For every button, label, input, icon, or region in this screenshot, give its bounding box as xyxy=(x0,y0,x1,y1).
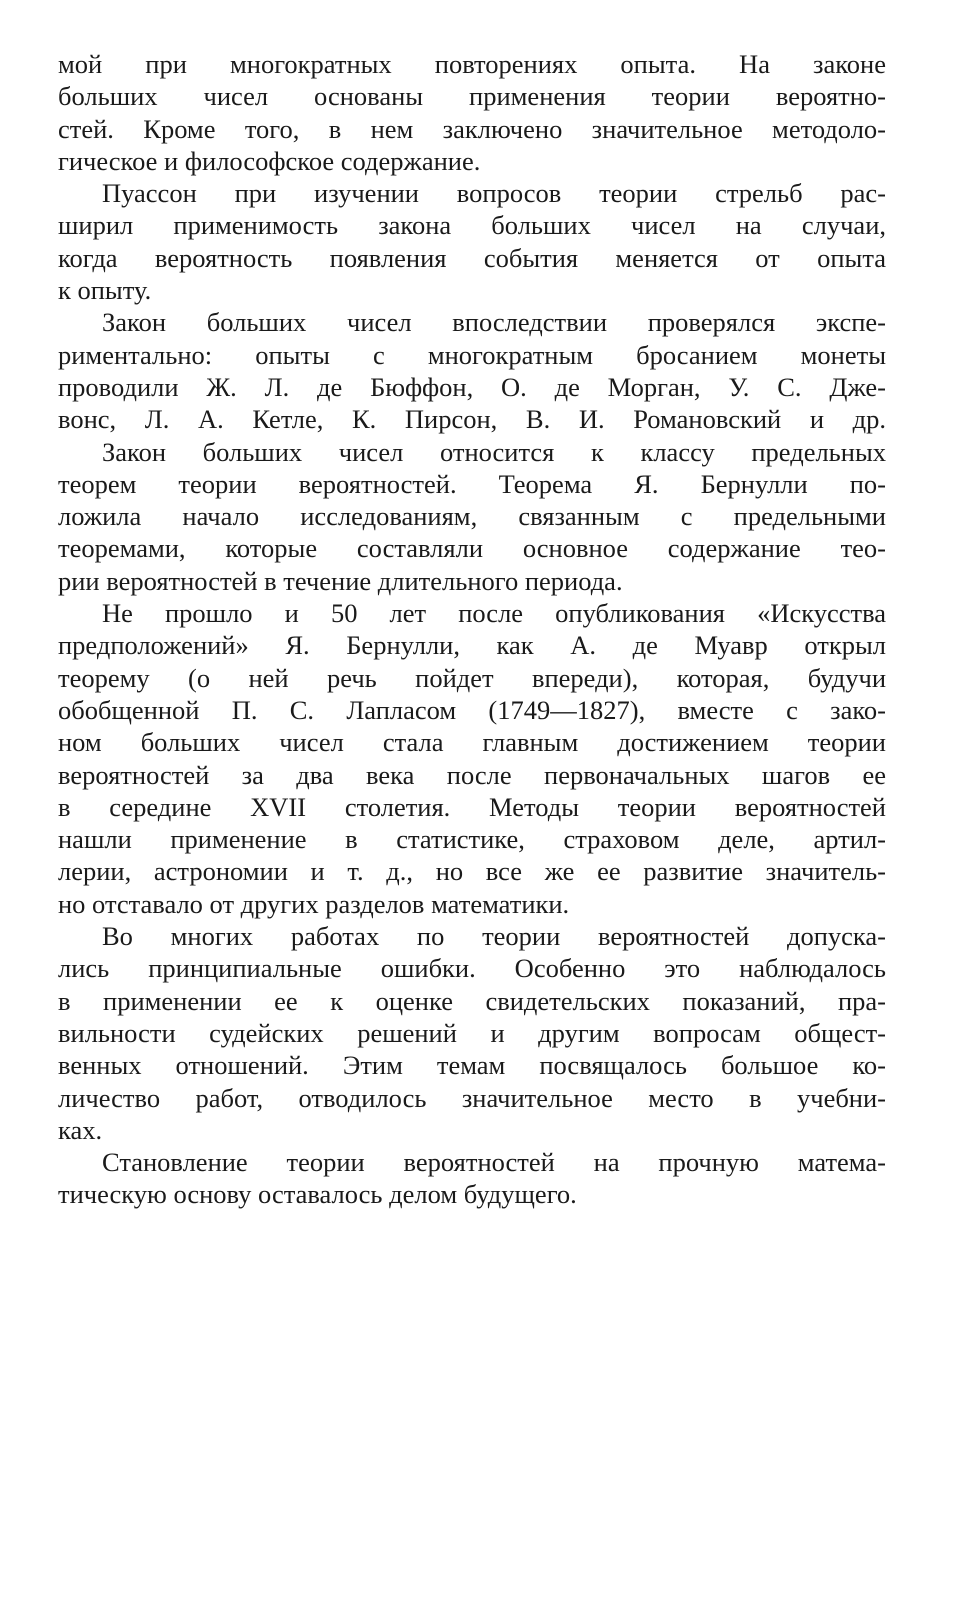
text-line: теорем теории вероятностей. Теорема Я. Бернулли по- xyxy=(58,468,886,499)
text-line: ложила начало исследованиям, связанным с предельными xyxy=(58,501,886,532)
text-line: Во многих работах по теории вероятностей допуска- xyxy=(102,921,886,952)
text-line: стей. Кроме того, в нем заключено значительное методоло- xyxy=(58,113,886,144)
text-line: лись принципиальные ошибки. Особенно это наблюдалось xyxy=(58,953,886,984)
text-line: ках. xyxy=(58,1114,103,1145)
text-line: в применении ее к оценке свидетельских показаний, пра- xyxy=(58,985,886,1016)
text-line: Становление теории вероятностей на прочную матема- xyxy=(102,1147,886,1178)
paragraph xyxy=(58,920,886,1146)
text-line: Закон больших чисел впоследствии проверялся экспе- xyxy=(102,307,886,338)
paragraph xyxy=(58,306,886,435)
text-line: личество работ, отводилось значительное место в учебни- xyxy=(58,1082,886,1113)
paragraph xyxy=(58,436,886,597)
text-line: риментально: опыты с многократным бросанием монеты xyxy=(58,339,886,370)
text-line: Закон больших чисел относится к классу предельных xyxy=(102,436,886,467)
text-line: но отставало от других разделов математики. xyxy=(58,888,570,919)
text-line: рии вероятностей в течение длительного периода. xyxy=(58,565,623,596)
text-line: больших чисел основаны применения теории вероятно- xyxy=(58,81,886,112)
text-line: Пуассон при изучении вопросов теории стрельб рас- xyxy=(102,178,886,209)
text-line: вонс, Л. А. Кетле, К. Пирсон, В. И. Романовский и др. xyxy=(58,404,886,435)
text-line: венных отношений. Этим темам посвящалось большое ко- xyxy=(58,1050,886,1081)
text-line: вильности судейских решений и другим вопросам общест- xyxy=(58,1017,886,1048)
text-line: нашли применение в статистике, страховом деле, артил- xyxy=(58,824,886,855)
paragraph xyxy=(58,48,886,177)
text-line: ном больших чисел стала главным достижением теории xyxy=(58,727,886,758)
text-line: теорему (о ней речь пойдет впереди), которая, будучи xyxy=(58,662,886,693)
text-line: обобщенной П. С. Лапласом (1749—1827), вместе с зако- xyxy=(58,694,886,725)
text-line: к опыту. xyxy=(58,275,152,306)
text-line: теоремами, которые составляли основное содержание тео- xyxy=(58,533,886,564)
text-line: ширил применимость закона больших чисел на случаи, xyxy=(58,210,886,241)
text-line: проводили Ж. Л. де Бюффон, О. де Морган, У. С. Дже- xyxy=(58,371,886,402)
text-line: тическую основу оставалось делом будущего. xyxy=(58,1179,577,1210)
text-line: гическое и философское содержание. xyxy=(58,145,481,176)
text-line: когда вероятность появления события меняется от опыта xyxy=(58,242,886,273)
text-line: Не прошло и 50 лет после опубликования «Искусства xyxy=(102,598,886,629)
document-page xyxy=(58,48,886,1211)
text-line: предположений» Я. Бернулли, как А. де Муавр открыл xyxy=(58,630,886,661)
paragraph xyxy=(58,177,886,306)
text-line: вероятностей за два века после первоначальных шагов ее xyxy=(58,759,886,790)
text-line: в середине XVII столетия. Методы теории вероятностей xyxy=(58,791,886,822)
text-line: мой при многократных повторениях опыта. На законе xyxy=(58,49,886,79)
text-line: лерии, астрономии и т. д., но все же ее развитие значитель- xyxy=(58,856,886,887)
paragraph xyxy=(58,597,886,920)
paragraph xyxy=(58,1146,886,1211)
